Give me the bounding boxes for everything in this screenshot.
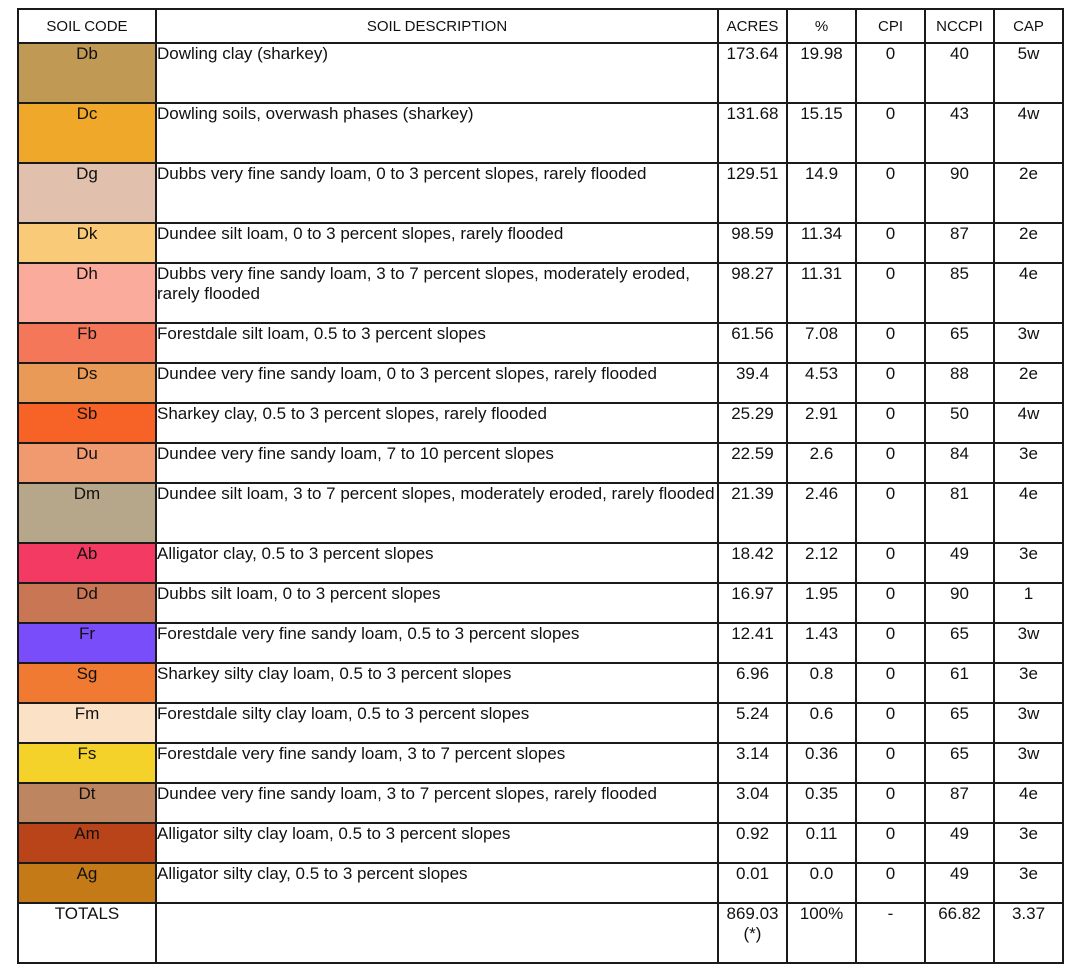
cpi-cell: 0 [856, 103, 925, 163]
acres-cell: 0.92 [718, 823, 787, 863]
cap-cell: 1 [994, 583, 1063, 623]
percent-cell: 0.36 [787, 743, 856, 783]
cpi-cell: 0 [856, 263, 925, 323]
cpi-cell: 0 [856, 323, 925, 363]
soil-description-cell: Dundee very fine sandy loam, 0 to 3 percent slopes, rarely flooded [156, 363, 718, 403]
soil-code-cell: Am [18, 823, 156, 863]
acres-cell: 5.24 [718, 703, 787, 743]
table-row [18, 623, 1063, 663]
soil-description-cell: Forestdale silty clay loam, 0.5 to 3 percent slopes [156, 703, 718, 743]
table-row [18, 783, 1063, 823]
table-row [18, 583, 1063, 623]
table-row [18, 223, 1063, 263]
table-row [18, 163, 1063, 223]
nccpi-cell: 88 [925, 363, 994, 403]
cpi-cell: 0 [856, 863, 925, 903]
soil-code-cell: Fs [18, 743, 156, 783]
cap-cell: 3w [994, 703, 1063, 743]
acres-cell: 173.64 [718, 43, 787, 103]
table-row [18, 703, 1063, 743]
nccpi-cell: 49 [925, 863, 994, 903]
cpi-cell: 0 [856, 663, 925, 703]
cpi-cell: 0 [856, 43, 925, 103]
totals-acres: 869.03(*) [718, 903, 787, 963]
nccpi-cell: 87 [925, 783, 994, 823]
nccpi-cell: 65 [925, 743, 994, 783]
cap-cell: 3e [994, 443, 1063, 483]
soil-code-cell: Sg [18, 663, 156, 703]
acres-cell: 3.04 [718, 783, 787, 823]
nccpi-cell: 65 [925, 703, 994, 743]
percent-cell: 2.12 [787, 543, 856, 583]
table-row [18, 103, 1063, 163]
cpi-cell: 0 [856, 743, 925, 783]
soil-code-cell: Dg [18, 163, 156, 223]
header-row [18, 9, 1063, 43]
table-row [18, 443, 1063, 483]
soil-table [17, 8, 1064, 964]
soil-description-cell: Forestdale silt loam, 0.5 to 3 percent slopes [156, 323, 718, 363]
table-row [18, 823, 1063, 863]
cpi-cell: 0 [856, 543, 925, 583]
header-soil-code: SOIL CODE [18, 9, 156, 43]
nccpi-cell: 84 [925, 443, 994, 483]
header-nccpi: NCCPI [925, 9, 994, 43]
percent-cell: 11.31 [787, 263, 856, 323]
cpi-cell: 0 [856, 223, 925, 263]
soil-description-cell: Forestdale very fine sandy loam, 3 to 7 percent slopes [156, 743, 718, 783]
table-row [18, 663, 1063, 703]
soil-code-cell: Ag [18, 863, 156, 903]
soil-code-cell: Dt [18, 783, 156, 823]
soil-code-cell: Du [18, 443, 156, 483]
nccpi-cell: 87 [925, 223, 994, 263]
percent-cell: 14.9 [787, 163, 856, 223]
soil-description-cell: Dubbs very fine sandy loam, 3 to 7 percent slopes, moderately eroded, rarely flooded [156, 263, 718, 323]
cpi-cell: 0 [856, 783, 925, 823]
table-row [18, 323, 1063, 363]
cpi-cell: 0 [856, 583, 925, 623]
totals-percent: 100% [787, 903, 856, 963]
soil-description-cell: Alligator clay, 0.5 to 3 percent slopes [156, 543, 718, 583]
cap-cell: 4e [994, 483, 1063, 543]
cap-cell: 4w [994, 103, 1063, 163]
acres-cell: 21.39 [718, 483, 787, 543]
cpi-cell: 0 [856, 403, 925, 443]
table-row [18, 403, 1063, 443]
percent-cell: 7.08 [787, 323, 856, 363]
totals-cpi: - [856, 903, 925, 963]
acres-cell: 3.14 [718, 743, 787, 783]
percent-cell: 2.46 [787, 483, 856, 543]
soil-description-cell: Dubbs very fine sandy loam, 0 to 3 percent slopes, rarely flooded [156, 163, 718, 223]
soil-code-cell: Ab [18, 543, 156, 583]
cap-cell: 3w [994, 323, 1063, 363]
totals-description [156, 903, 718, 963]
acres-cell: 22.59 [718, 443, 787, 483]
cap-cell: 4e [994, 263, 1063, 323]
cap-cell: 2e [994, 363, 1063, 403]
cap-cell: 3e [994, 863, 1063, 903]
soil-code-cell: Sb [18, 403, 156, 443]
header-cap: CAP [994, 9, 1063, 43]
acres-cell: 18.42 [718, 543, 787, 583]
cap-cell: 3w [994, 623, 1063, 663]
nccpi-cell: 85 [925, 263, 994, 323]
cpi-cell: 0 [856, 483, 925, 543]
soil-code-cell: Fb [18, 323, 156, 363]
acres-cell: 98.59 [718, 223, 787, 263]
nccpi-cell: 90 [925, 163, 994, 223]
soil-code-cell: Dd [18, 583, 156, 623]
percent-cell: 1.43 [787, 623, 856, 663]
soil-description-cell: Forestdale very fine sandy loam, 0.5 to 3 percent slopes [156, 623, 718, 663]
acres-cell: 16.97 [718, 583, 787, 623]
nccpi-cell: 65 [925, 623, 994, 663]
soil-description-cell: Dubbs silt loam, 0 to 3 percent slopes [156, 583, 718, 623]
acres-cell: 98.27 [718, 263, 787, 323]
soil-code-cell: Dk [18, 223, 156, 263]
nccpi-cell: 49 [925, 823, 994, 863]
acres-cell: 39.4 [718, 363, 787, 403]
soil-description-cell: Dundee very fine sandy loam, 7 to 10 percent slopes [156, 443, 718, 483]
percent-cell: 0.6 [787, 703, 856, 743]
soil-description-cell: Dowling soils, overwash phases (sharkey) [156, 103, 718, 163]
percent-cell: 2.6 [787, 443, 856, 483]
soil-code-cell: Fm [18, 703, 156, 743]
soil-description-cell: Sharkey silty clay loam, 0.5 to 3 percent slopes [156, 663, 718, 703]
soil-description-cell: Dowling clay (sharkey) [156, 43, 718, 103]
cpi-cell: 0 [856, 703, 925, 743]
percent-cell: 19.98 [787, 43, 856, 103]
table-row [18, 43, 1063, 103]
percent-cell: 0.8 [787, 663, 856, 703]
soil-code-cell: Dc [18, 103, 156, 163]
header-soil-description: SOIL DESCRIPTION [156, 9, 718, 43]
cap-cell: 3w [994, 743, 1063, 783]
nccpi-cell: 90 [925, 583, 994, 623]
table-row [18, 543, 1063, 583]
soil-code-cell: Ds [18, 363, 156, 403]
soil-description-cell: Dundee silt loam, 0 to 3 percent slopes, rarely flooded [156, 223, 718, 263]
percent-cell: 15.15 [787, 103, 856, 163]
acres-cell: 131.68 [718, 103, 787, 163]
cpi-cell: 0 [856, 443, 925, 483]
cpi-cell: 0 [856, 163, 925, 223]
acres-cell: 0.01 [718, 863, 787, 903]
acres-cell: 12.41 [718, 623, 787, 663]
table-row [18, 743, 1063, 783]
table-row [18, 863, 1063, 903]
percent-cell: 1.95 [787, 583, 856, 623]
totals-row [18, 903, 1063, 963]
percent-cell: 0.35 [787, 783, 856, 823]
cpi-cell: 0 [856, 363, 925, 403]
soil-description-cell: Dundee silt loam, 3 to 7 percent slopes, moderately eroded, rarely flooded [156, 483, 718, 543]
totals-cap: 3.37 [994, 903, 1063, 963]
soil-description-cell: Alligator silty clay loam, 0.5 to 3 percent slopes [156, 823, 718, 863]
cap-cell: 2e [994, 223, 1063, 263]
percent-cell: 11.34 [787, 223, 856, 263]
nccpi-cell: 50 [925, 403, 994, 443]
nccpi-cell: 40 [925, 43, 994, 103]
nccpi-cell: 49 [925, 543, 994, 583]
cap-cell: 5w [994, 43, 1063, 103]
table-row [18, 483, 1063, 543]
table-row [18, 263, 1063, 323]
header-percent: % [787, 9, 856, 43]
soil-code-cell: Dm [18, 483, 156, 543]
acres-cell: 6.96 [718, 663, 787, 703]
soil-code-cell: Db [18, 43, 156, 103]
acres-cell: 129.51 [718, 163, 787, 223]
soil-description-cell: Dundee very fine sandy loam, 3 to 7 percent slopes, rarely flooded [156, 783, 718, 823]
cpi-cell: 0 [856, 823, 925, 863]
totals-label: TOTALS [18, 903, 156, 963]
header-acres: ACRES [718, 9, 787, 43]
soil-code-cell: Dh [18, 263, 156, 323]
percent-cell: 0.11 [787, 823, 856, 863]
nccpi-cell: 61 [925, 663, 994, 703]
percent-cell: 0.0 [787, 863, 856, 903]
nccpi-cell: 43 [925, 103, 994, 163]
percent-cell: 2.91 [787, 403, 856, 443]
soil-description-cell: Alligator silty clay, 0.5 to 3 percent slopes [156, 863, 718, 903]
cap-cell: 3e [994, 823, 1063, 863]
table-row [18, 363, 1063, 403]
cap-cell: 4w [994, 403, 1063, 443]
cap-cell: 2e [994, 163, 1063, 223]
nccpi-cell: 65 [925, 323, 994, 363]
soil-description-cell: Sharkey clay, 0.5 to 3 percent slopes, rarely flooded [156, 403, 718, 443]
percent-cell: 4.53 [787, 363, 856, 403]
cap-cell: 3e [994, 663, 1063, 703]
totals-nccpi: 66.82 [925, 903, 994, 963]
soil-code-cell: Fr [18, 623, 156, 663]
nccpi-cell: 81 [925, 483, 994, 543]
cap-cell: 3e [994, 543, 1063, 583]
cap-cell: 4e [994, 783, 1063, 823]
acres-cell: 61.56 [718, 323, 787, 363]
cpi-cell: 0 [856, 623, 925, 663]
header-cpi: CPI [856, 9, 925, 43]
acres-cell: 25.29 [718, 403, 787, 443]
